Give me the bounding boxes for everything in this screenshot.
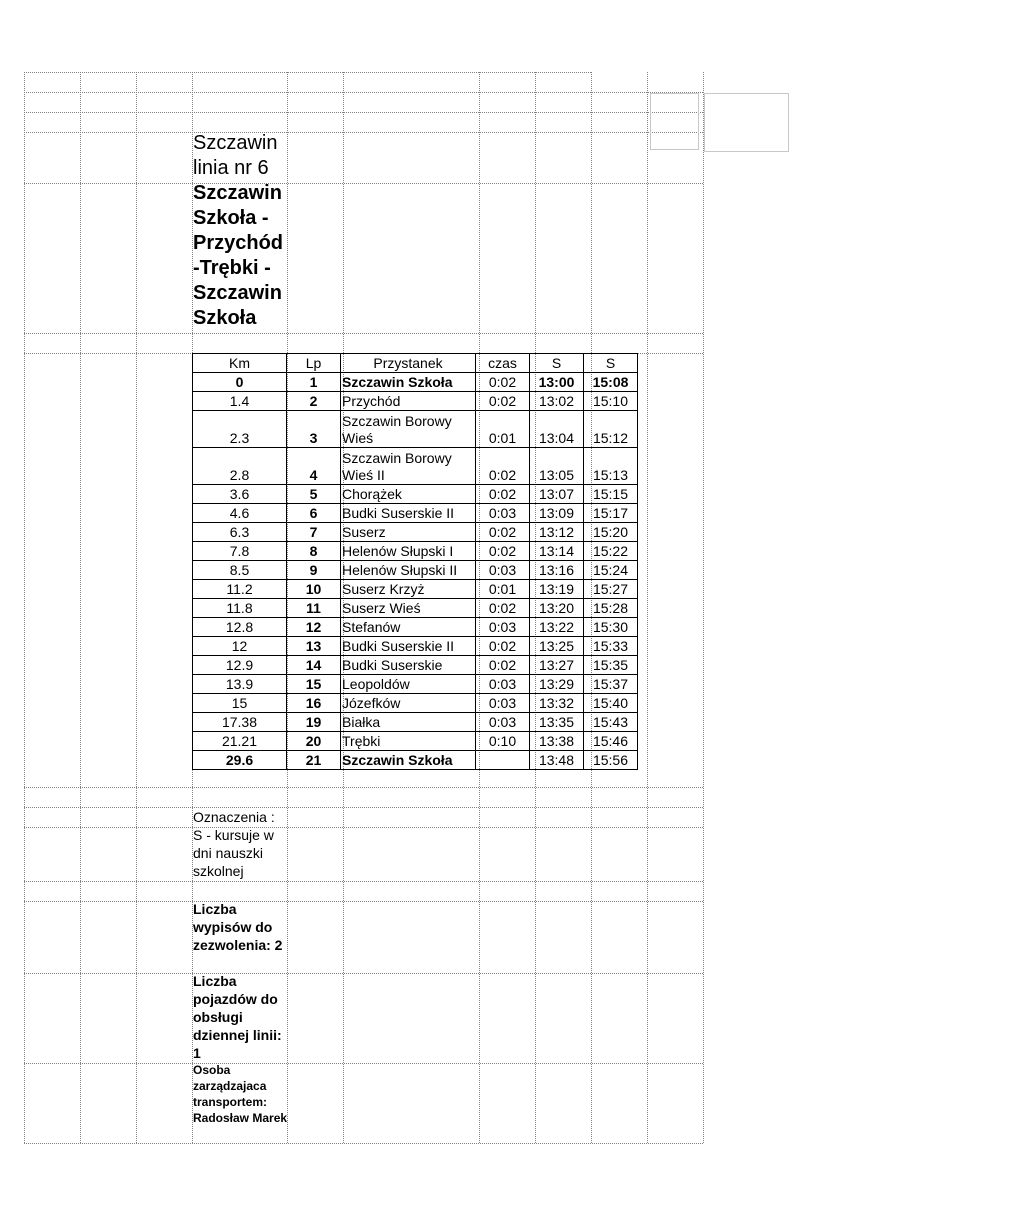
lp-cell: 5 [287, 485, 341, 504]
table-row [193, 580, 638, 599]
lp-cell: 20 [287, 732, 341, 751]
km-cell: 21.21 [193, 732, 287, 751]
lp-cell: 3 [287, 411, 341, 448]
stop-cell: Helenów Słupski I [341, 542, 476, 561]
s2-cell: 15:35 [584, 656, 638, 675]
grid-hline [24, 92, 703, 93]
km-cell: 2.8 [193, 448, 287, 485]
grid-hline [24, 827, 703, 828]
lp-cell: 10 [287, 580, 341, 599]
lp-cell: 8 [287, 542, 341, 561]
s2-cell: 15:40 [584, 694, 638, 713]
table-row [193, 637, 638, 656]
grid-hline [24, 787, 703, 788]
s2-cell: 15:08 [584, 373, 638, 392]
stop-cell: Leopoldów [341, 675, 476, 694]
table-row [193, 523, 638, 542]
czas-cell: 0:01 [476, 580, 530, 599]
stop-cell: Suserz [341, 523, 476, 542]
km-cell: 29.6 [193, 751, 287, 770]
table-row [193, 694, 638, 713]
s1-cell: 13:22 [530, 618, 584, 637]
grid-hline [24, 1143, 703, 1144]
stop-cell: Stefanów [341, 618, 476, 637]
timetable-header-row [193, 354, 638, 373]
s2-cell: 15:56 [584, 751, 638, 770]
czas-cell: 0:03 [476, 713, 530, 732]
lp-cell: 16 [287, 694, 341, 713]
km-cell: 13.9 [193, 675, 287, 694]
vehicles-count: Liczba pojazdów do obsługi dziennej linii: 1 [193, 973, 282, 1061]
s1-cell: 13:29 [530, 675, 584, 694]
km-cell: 11.8 [193, 599, 287, 618]
s1-cell: 13:20 [530, 599, 584, 618]
table-row [193, 542, 638, 561]
table-row [193, 373, 638, 392]
s2-cell: 15:10 [584, 392, 638, 411]
km-cell: 4.6 [193, 504, 287, 523]
km-cell: 1.4 [193, 392, 287, 411]
km-cell: 6.3 [193, 523, 287, 542]
stop-cell: Szczawin Szkoła [341, 751, 476, 770]
grid-hline [24, 881, 703, 882]
line-title: Szczawin linia nr 6 [193, 132, 278, 179]
transport-manager: Osoba zarządzajaca transportem: Radosław Marek [193, 1063, 288, 1125]
s2-cell: 15:15 [584, 485, 638, 504]
table-row [193, 751, 638, 770]
grid-hline [24, 973, 703, 974]
table-row [193, 599, 638, 618]
grid-hline [24, 183, 703, 184]
table-row [193, 561, 638, 580]
stop-cell: Budki Suserskie II [341, 637, 476, 656]
lp-cell: 12 [287, 618, 341, 637]
table-row [193, 392, 638, 411]
s2-cell: 15:46 [584, 732, 638, 751]
table-row [193, 504, 638, 523]
km-cell: 17.38 [193, 713, 287, 732]
grid-hline [24, 807, 703, 808]
czas-cell: 0:02 [476, 485, 530, 504]
route-title: Szczawin Szkoła - Przychód -Trębki - Szczawin Szkoła [193, 182, 284, 329]
s1-cell: 13:38 [530, 732, 584, 751]
lp-cell: 21 [287, 751, 341, 770]
lp-cell: 13 [287, 637, 341, 656]
grid-vline [136, 72, 137, 1143]
s1-cell: 13:35 [530, 713, 584, 732]
legend-note: Oznaczenia : S - kursuje w dni nauszki szkolnej [193, 809, 275, 879]
czas-cell: 0:02 [476, 599, 530, 618]
s1-cell: 13:05 [530, 448, 584, 485]
km-cell: 8.5 [193, 561, 287, 580]
czas-cell: 0:02 [476, 523, 530, 542]
grid-hline [24, 1063, 703, 1064]
s2-cell: 15:20 [584, 523, 638, 542]
km-cell: 12 [193, 637, 287, 656]
km-cell: 3.6 [193, 485, 287, 504]
stop-cell: Chorążek [341, 485, 476, 504]
table-row [193, 732, 638, 751]
stop-cell: Budki Suserskie II [341, 504, 476, 523]
table-row [193, 656, 638, 675]
table-row [193, 448, 638, 485]
lp-cell: 14 [287, 656, 341, 675]
s1-cell: 13:32 [530, 694, 584, 713]
s2-cell: 15:37 [584, 675, 638, 694]
grid-vline [24, 72, 25, 1143]
czas-cell: 0:02 [476, 373, 530, 392]
s2-cell: 15:24 [584, 561, 638, 580]
czas-cell: 0:01 [476, 411, 530, 448]
km-cell: 15 [193, 694, 287, 713]
s2-cell: 15:27 [584, 580, 638, 599]
lp-cell: 9 [287, 561, 341, 580]
czas-cell: 0:03 [476, 504, 530, 523]
lp-cell: 11 [287, 599, 341, 618]
grid-vline [703, 72, 704, 1143]
stop-cell: Szczawin Borowy Wieś [341, 411, 476, 448]
table-row [193, 675, 638, 694]
lp-cell: 15 [287, 675, 341, 694]
stop-cell: Helenów Słupski II [341, 561, 476, 580]
s2-cell: 15:30 [584, 618, 638, 637]
czas-cell: 0:02 [476, 448, 530, 485]
table-row [193, 485, 638, 504]
table-row [193, 411, 638, 448]
s2-cell: 15:13 [584, 448, 638, 485]
header-km: Km [193, 354, 287, 373]
stop-cell: Suserz Wieś [341, 599, 476, 618]
czas-cell: 0:10 [476, 732, 530, 751]
grid-hline [24, 112, 703, 113]
stop-cell: Józefków [341, 694, 476, 713]
lp-cell: 2 [287, 392, 341, 411]
km-cell: 0 [193, 373, 287, 392]
header-czas: czas [476, 354, 530, 373]
grid-hline [24, 132, 703, 133]
czas-cell: 0:03 [476, 694, 530, 713]
s1-cell: 13:19 [530, 580, 584, 599]
table-row [193, 618, 638, 637]
s2-cell: 15:43 [584, 713, 638, 732]
s2-cell: 15:33 [584, 637, 638, 656]
lp-cell: 6 [287, 504, 341, 523]
grid-hline [24, 901, 703, 902]
s1-cell: 13:48 [530, 751, 584, 770]
s1-cell: 13:14 [530, 542, 584, 561]
stop-cell: Szczawin Szkoła [341, 373, 476, 392]
lp-cell: 4 [287, 448, 341, 485]
image-placeholder [704, 93, 789, 152]
czas-cell: 0:03 [476, 561, 530, 580]
s1-cell: 13:25 [530, 637, 584, 656]
header-lp: Lp [287, 354, 341, 373]
km-cell: 11.2 [193, 580, 287, 599]
czas-cell: 0:02 [476, 392, 530, 411]
s1-cell: 13:16 [530, 561, 584, 580]
header-s1: S [530, 354, 584, 373]
czas-cell: 0:03 [476, 675, 530, 694]
km-cell: 2.3 [193, 411, 287, 448]
czas-cell: 0:02 [476, 656, 530, 675]
grid-hline [24, 72, 591, 73]
s1-cell: 13:02 [530, 392, 584, 411]
header-przystanek: Przystanek [341, 354, 476, 373]
stop-cell: Budki Suserskie [341, 656, 476, 675]
s2-cell: 15:22 [584, 542, 638, 561]
lp-cell: 1 [287, 373, 341, 392]
grid-vline [647, 72, 648, 1143]
czas-cell: 0:02 [476, 542, 530, 561]
lp-cell: 7 [287, 523, 341, 542]
km-cell: 7.8 [193, 542, 287, 561]
stop-cell: Przychód [341, 392, 476, 411]
header-s2: S [584, 354, 638, 373]
s1-cell: 13:12 [530, 523, 584, 542]
image-placeholder-small [650, 93, 699, 150]
stop-cell: Białka [341, 713, 476, 732]
table-row [193, 713, 638, 732]
km-cell: 12.9 [193, 656, 287, 675]
stop-cell: Suserz Krzyż [341, 580, 476, 599]
stop-cell: Szczawin Borowy Wieś II [341, 448, 476, 485]
s2-cell: 15:12 [584, 411, 638, 448]
s2-cell: 15:28 [584, 599, 638, 618]
stop-cell: Trębki [341, 732, 476, 751]
timetable [192, 353, 638, 770]
s1-cell: 13:09 [530, 504, 584, 523]
czas-cell: 0:02 [476, 637, 530, 656]
grid-vline [80, 72, 81, 1143]
s2-cell: 15:17 [584, 504, 638, 523]
czas-cell [476, 751, 530, 770]
s1-cell: 13:27 [530, 656, 584, 675]
km-cell: 12.8 [193, 618, 287, 637]
s1-cell: 13:04 [530, 411, 584, 448]
czas-cell: 0:03 [476, 618, 530, 637]
permits-count: Liczba wypisów do zezwolenia: 2 [193, 901, 283, 953]
s1-cell: 13:07 [530, 485, 584, 504]
lp-cell: 19 [287, 713, 341, 732]
grid-hline [24, 333, 703, 334]
s1-cell: 13:00 [530, 373, 584, 392]
